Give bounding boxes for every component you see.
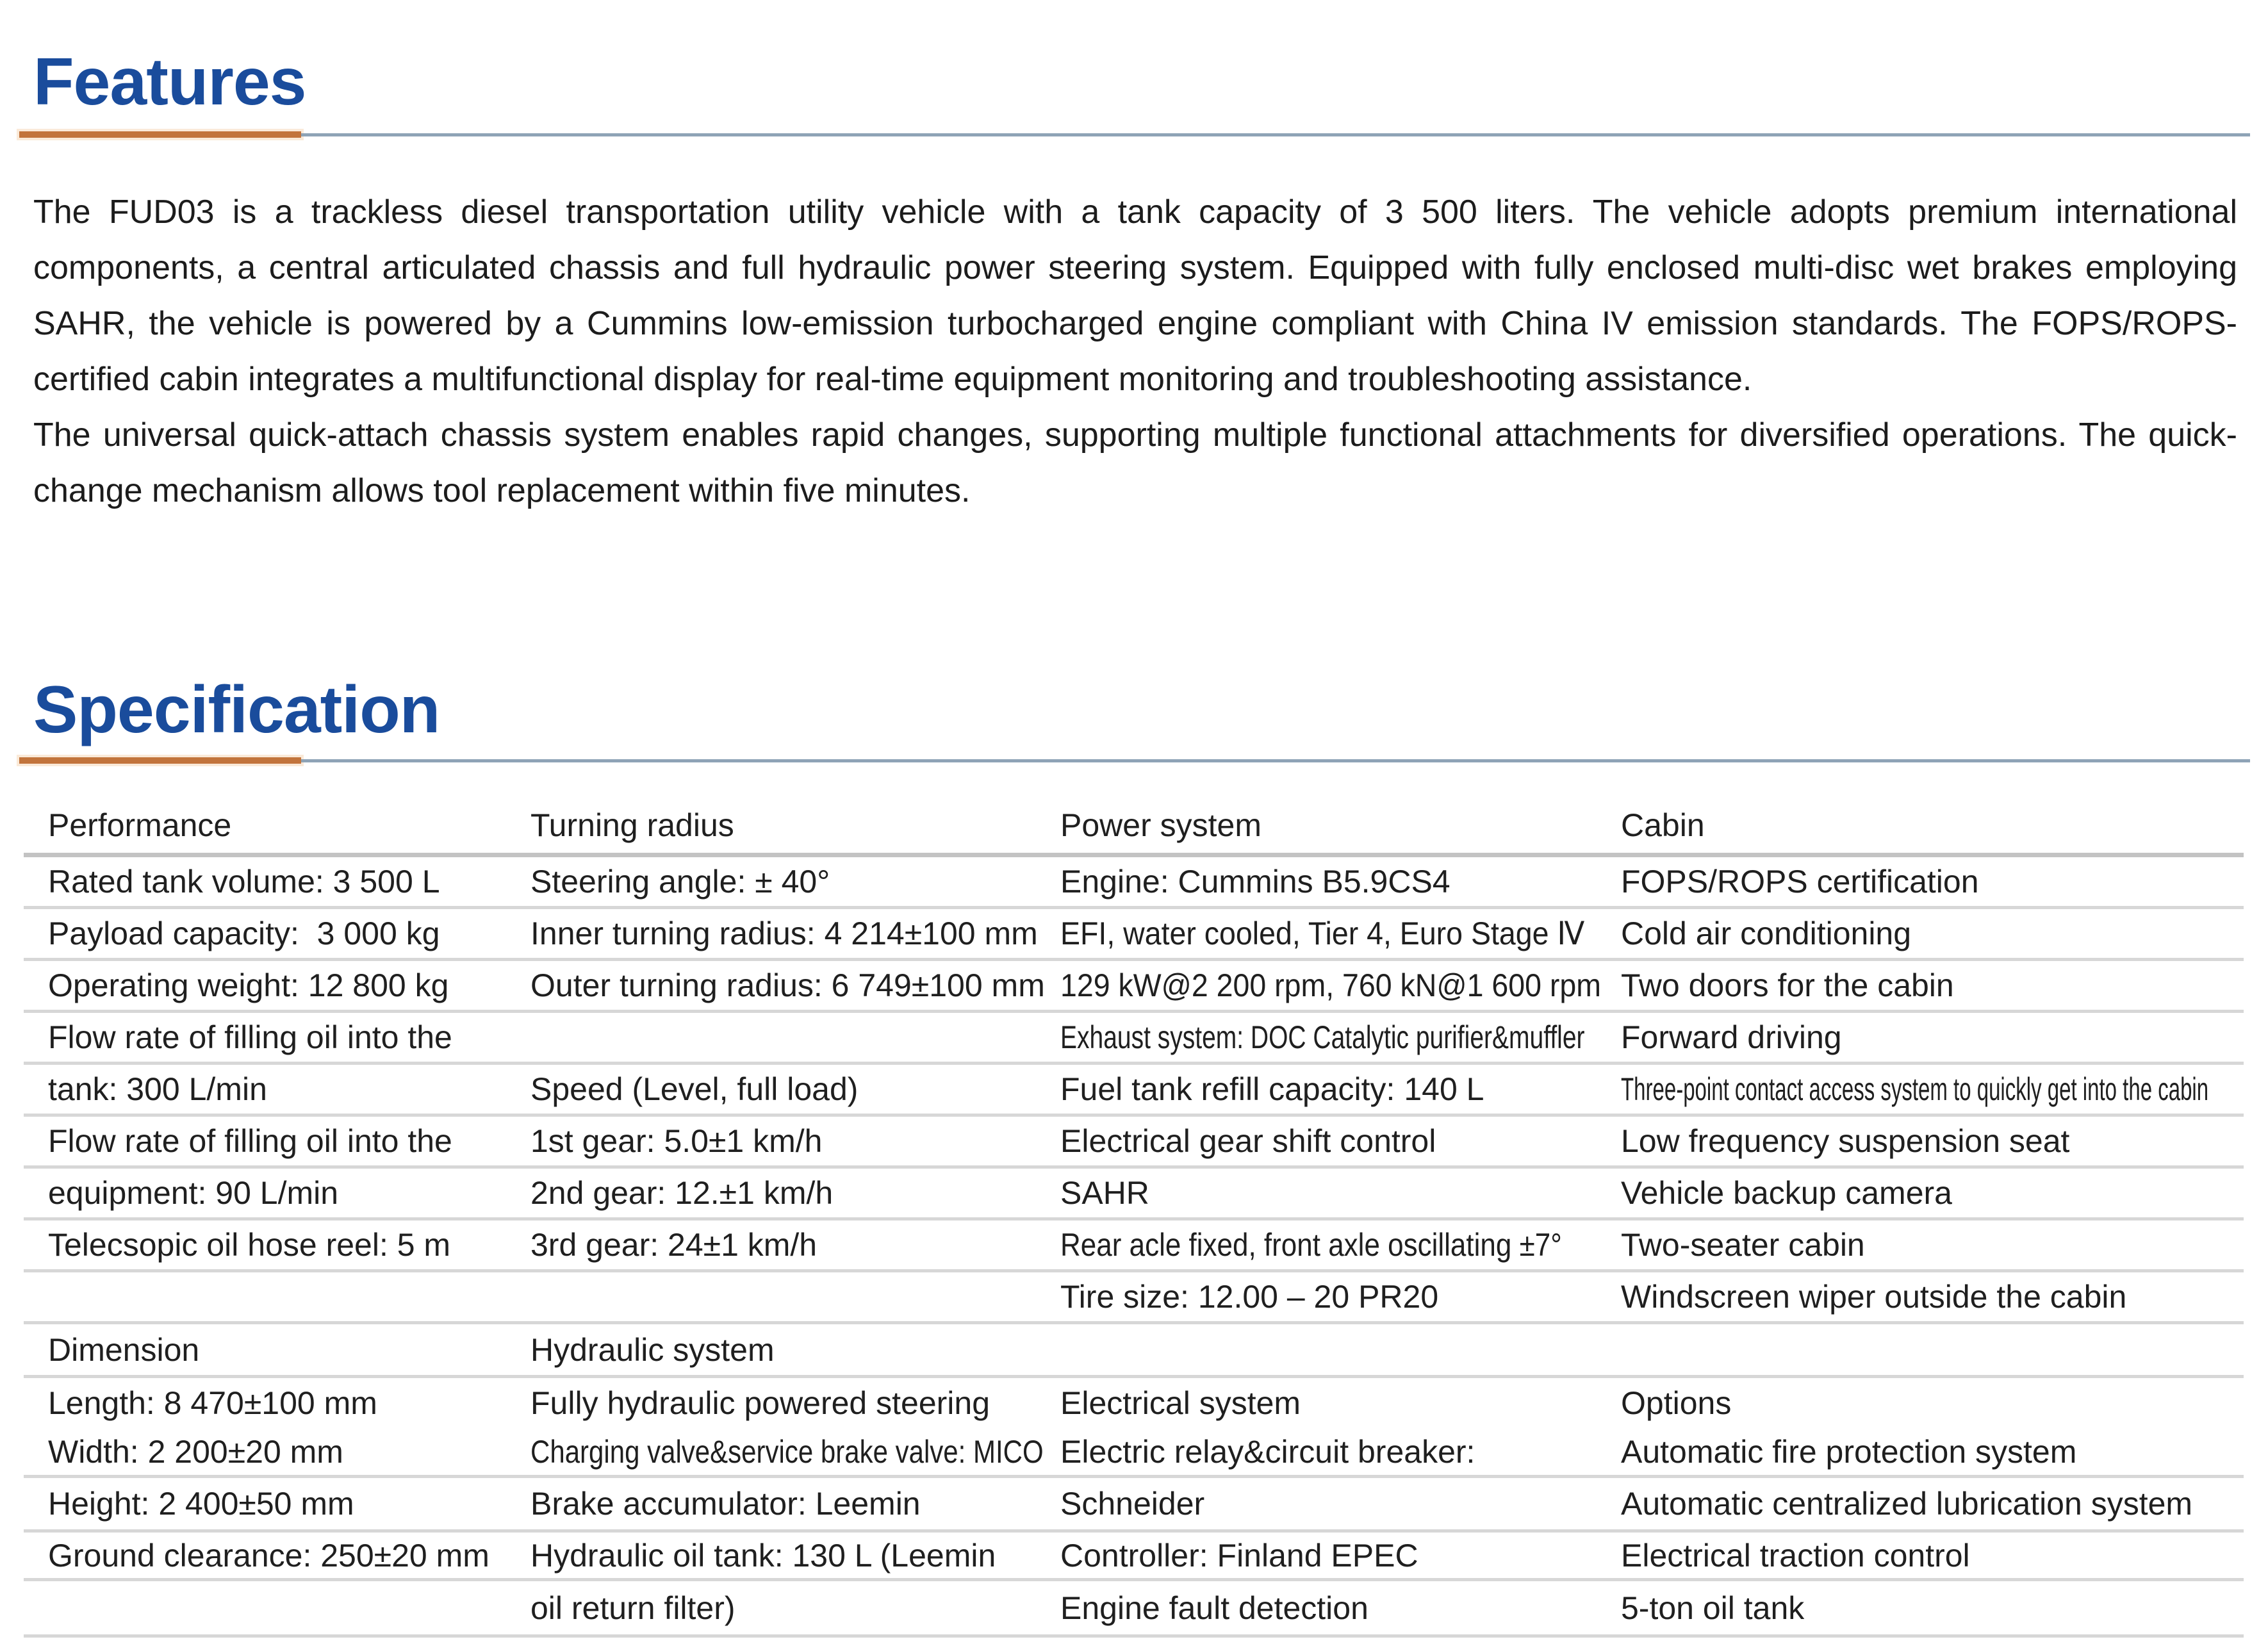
spec-header-row	[24, 798, 2244, 857]
spec-cell: Controller: Finland EPEC	[1060, 1537, 1418, 1574]
spec-section-header-dimension: Dimension	[48, 1331, 200, 1368]
spec-cell	[1608, 1324, 2244, 1375]
spec-cell: Engine fault detection	[1060, 1590, 1368, 1626]
spec-cell: Telecsopic oil hose reel: 5 m	[48, 1227, 451, 1263]
spec-section-header-performance: Performance	[48, 807, 232, 843]
spec-cell: Electric relay&circuit breaker:	[1060, 1433, 1475, 1470]
spec-cell: 129 kW@2 200 rpm, 760 kN@1 600 rpm	[1060, 967, 1601, 1003]
spec-cell: EFI, water cooled, Tier 4, Euro Stage Ⅳ	[1060, 916, 1585, 951]
spec-cell	[24, 1581, 516, 1634]
spec-cell: Vehicle backup camera	[1621, 1175, 1952, 1211]
spec-cell: Payload capacity: 3 000 kg	[48, 916, 440, 951]
specification-underline	[19, 757, 2250, 764]
spec-section-header-electrical-system: Electrical system	[1060, 1385, 1301, 1421]
features-title: Features	[33, 45, 306, 119]
spec-cell: Schneider	[1060, 1486, 1205, 1522]
spec-cell: FOPS/ROPS certification	[1621, 864, 1979, 900]
spec-cell: Ground clearance: 250±20 mm	[48, 1537, 489, 1574]
spec-row	[24, 1117, 2244, 1169]
spec-row	[24, 1272, 2244, 1324]
spec-row	[24, 1221, 2244, 1272]
spec-section-header-options: Options	[1621, 1385, 1732, 1421]
spec-cell: 5-ton oil tank	[1621, 1590, 1805, 1626]
spec-cell: 2nd gear: 12.±1 km/h	[530, 1175, 834, 1211]
spec-cell	[24, 1272, 516, 1321]
spec-cell: Exhaust system: DOC Catalytic purifier&muffler	[1060, 1019, 1585, 1055]
features-text-block	[33, 185, 2237, 519]
spec-row	[24, 1065, 2244, 1117]
spec-row	[24, 1581, 2244, 1638]
spec-row	[24, 1428, 2244, 1478]
spec-cell: tank: 300 L/min	[48, 1071, 267, 1107]
spec-cell: Forward driving	[1621, 1019, 1842, 1055]
spec-cell: Flow rate of filling oil into the	[48, 1123, 452, 1159]
spec-cell: Tire size: 12.00 – 20 PR20	[1060, 1279, 1439, 1315]
spec-row	[24, 1324, 2244, 1378]
spec-cell	[1048, 1324, 1608, 1375]
spec-section-header-speed: Speed (Level, full load)	[530, 1071, 859, 1107]
spec-cell: Steering angle: ± 40°	[530, 864, 830, 900]
spec-cell: equipment: 90 L/min	[48, 1175, 339, 1211]
spec-cell: Charging valve&service brake valve: MICO	[530, 1433, 1044, 1470]
specification-title: Specification	[33, 673, 440, 747]
spec-row	[24, 1533, 2244, 1581]
spec-cell: Electrical gear shift control	[1060, 1123, 1436, 1159]
spec-cell: Outer turning radius: 6 749±100 mm	[530, 967, 1045, 1003]
spec-row	[24, 1169, 2244, 1221]
underline-orange-segment	[19, 131, 301, 138]
spec-cell: Engine: Cummins B5.9CS4	[1060, 864, 1450, 900]
spec-cell: Hydraulic oil tank: 130 L (Leemin	[530, 1537, 996, 1574]
spec-cell: Automatic fire protection system	[1621, 1433, 2077, 1470]
spec-section-header-hydraulic-system: Hydraulic system	[530, 1331, 775, 1368]
spec-cell: Length: 8 470±100 mm	[48, 1385, 377, 1421]
spec-cell: Electrical traction control	[1621, 1537, 1970, 1574]
spec-cell: Windscreen wiper outside the cabin	[1621, 1279, 2127, 1315]
specification-table	[24, 798, 2244, 1638]
spec-cell: SAHR	[1060, 1175, 1149, 1211]
features-paragraph-2: The universal quick-attach chassis system enables rapid changes, supporting multiple functional attachments for diversified operations. The quick-change mechanism allows tool replacement within five minutes.	[33, 416, 2237, 509]
spec-row	[24, 909, 2244, 961]
spec-cell: Low frequency suspension seat	[1621, 1123, 2070, 1159]
spec-section-header-turning-radius: Turning radius	[530, 807, 734, 843]
spec-row	[24, 1478, 2244, 1533]
spec-cell: Two-seater cabin	[1621, 1227, 1865, 1263]
spec-cell	[516, 1272, 1048, 1321]
spec-cell: Fuel tank refill capacity: 140 L	[1060, 1071, 1484, 1107]
spec-cell: Automatic centralized lubrication system	[1621, 1486, 2193, 1522]
spec-row	[24, 961, 2244, 1013]
spec-cell: Height: 2 400±50 mm	[48, 1486, 354, 1522]
spec-section-header-power-system: Power system	[1060, 807, 1261, 843]
features-underline	[19, 131, 2250, 138]
spec-cell: Inner turning radius: 4 214±100 mm	[530, 916, 1038, 951]
spec-cell: 3rd gear: 24±1 km/h	[530, 1227, 818, 1263]
spec-cell: Rear acle fixed, front axle oscillating ±7°	[1060, 1227, 1562, 1263]
spec-cell	[516, 1013, 1048, 1062]
underline-gray-segment	[301, 133, 2250, 136]
spec-cell: Two doors for the cabin	[1621, 967, 1954, 1003]
spec-cell: Cold air conditioning	[1621, 916, 1912, 951]
spec-cell: Rated tank volume: 3 500 L	[48, 864, 440, 900]
spec-row	[24, 857, 2244, 909]
spec-cell: Brake accumulator: Leemin	[530, 1486, 921, 1522]
spec-cell: Width: 2 200±20 mm	[48, 1433, 343, 1470]
spec-cell: oil return filter)	[530, 1590, 735, 1626]
spec-cell: Fully hydraulic powered steering	[530, 1385, 990, 1421]
spec-section-header-cabin: Cabin	[1621, 807, 1705, 843]
spec-cell: 1st gear: 5.0±1 km/h	[530, 1123, 823, 1159]
underline-orange-segment	[19, 757, 301, 764]
spec-cell: Three-point contact access system to quickly get into the cabin	[1621, 1071, 2209, 1107]
spec-cell: Flow rate of filling oil into the	[48, 1019, 452, 1055]
spec-row	[24, 1013, 2244, 1065]
spec-cell: Operating weight: 12 800 kg	[48, 967, 449, 1003]
spec-row	[24, 1378, 2244, 1428]
underline-gray-segment	[301, 759, 2250, 762]
features-paragraph-1: The FUD03 is a trackless diesel transportation utility vehicle with a tank capacity of 3 500 liters. The vehicle adopts premium international components, a central articulated chassis and full hydraulic power steering system. Equipped with fully enclosed multi-disc wet brakes employing SAHR, the vehicle is powered by a Cummins low-emission turbocharged engine compliant with China IV emission standards. The FOPS/ROPS-certified cabin integrates a multifunctional display for real-time equipment monitoring and troubleshooting assistance.	[33, 193, 2237, 398]
